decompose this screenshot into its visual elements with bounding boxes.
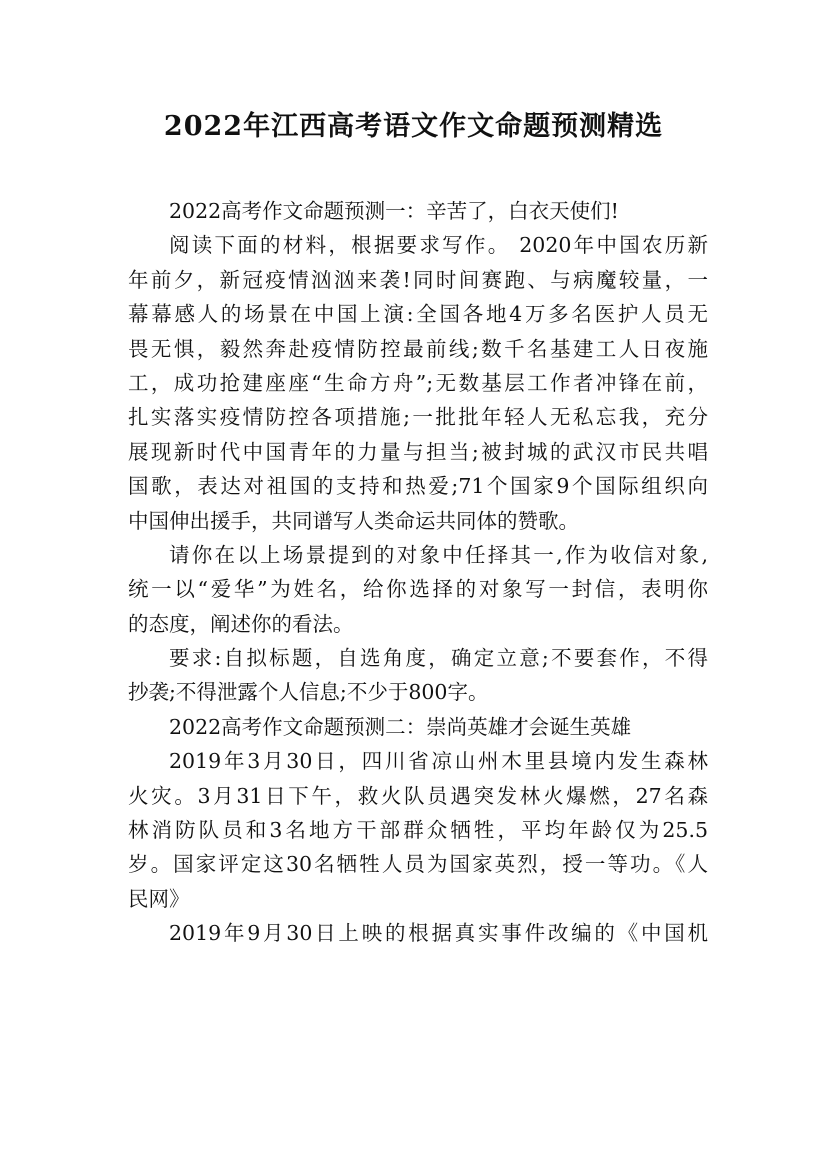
text-line: 林消防队员和3名地方干部群众牺牲，平均年龄仅为25.5	[128, 818, 708, 843]
text-line: 抄袭;不得泄露个人信息;不少于800字。	[128, 680, 489, 705]
text-line: 扎实落实疫情防控各项措施;一批批年轻人无私忘我，充分	[128, 405, 708, 430]
text-line: 2019年3月30日，四川省凉山州木里县境内发生森林	[169, 749, 708, 774]
text-line: 民网》	[128, 886, 190, 911]
text-line: 火灾。3月31日下午，救火队员遇突发林火爆燃，27名森	[128, 783, 708, 808]
text-line: 岁。国家评定这30名牺牲人员为国家英烈，授一等功。《人	[128, 852, 708, 877]
text-line: 2022高考作文命题预测二：崇尚英雄才会诞生英雄	[169, 714, 632, 739]
text-line: 请你在以上场景提到的对象中任择其一,作为收信对象,	[169, 542, 708, 567]
text-line: 要求:自拟标题，自选角度，确定立意;不要套作，不得	[169, 646, 708, 671]
text-line: 年前夕，新冠疫情汹汹来袭!同时间赛跑、与病魔较量，一	[128, 267, 708, 292]
text-line: 中国伸出援手，共同谱写人类命运共同体的赞歌。	[128, 508, 579, 533]
text-line: 国歌，表达对祖国的支持和热爱;71个国家9个国际组织向	[128, 474, 708, 499]
text-line: 展现新时代中国青年的力量与担当;被封城的武汉市民共唱	[128, 439, 708, 464]
text-line: 幕幕感人的场景在中国上演:全国各地4万多名医护人员无	[128, 302, 708, 327]
text-line: 工，成功抢建座座“生命方舟”;无数基层工作者冲锋在前，	[128, 370, 708, 395]
document-body	[128, 194, 708, 951]
text-line: 畏无惧，毅然奔赴疫情防控最前线;数千名基建工人日夜施	[128, 336, 708, 361]
document-title: 2022年江西高考语文作文命题预测精选	[163, 111, 664, 142]
text-line: 2019年9月30日上映的根据真实事件改编的《中国机	[169, 921, 708, 946]
text-line: 阅读下面的材料，根据要求写作。 2020年中国农历新	[169, 233, 708, 258]
text-line: 统一以“爱华”为姓名，给你选择的对象写一封信，表明你	[128, 577, 708, 602]
text-line: 的态度，阐述你的看法。	[128, 611, 354, 636]
text-line: 2022高考作文命题预测一：辛苦了，白衣天使们!	[169, 199, 619, 223]
